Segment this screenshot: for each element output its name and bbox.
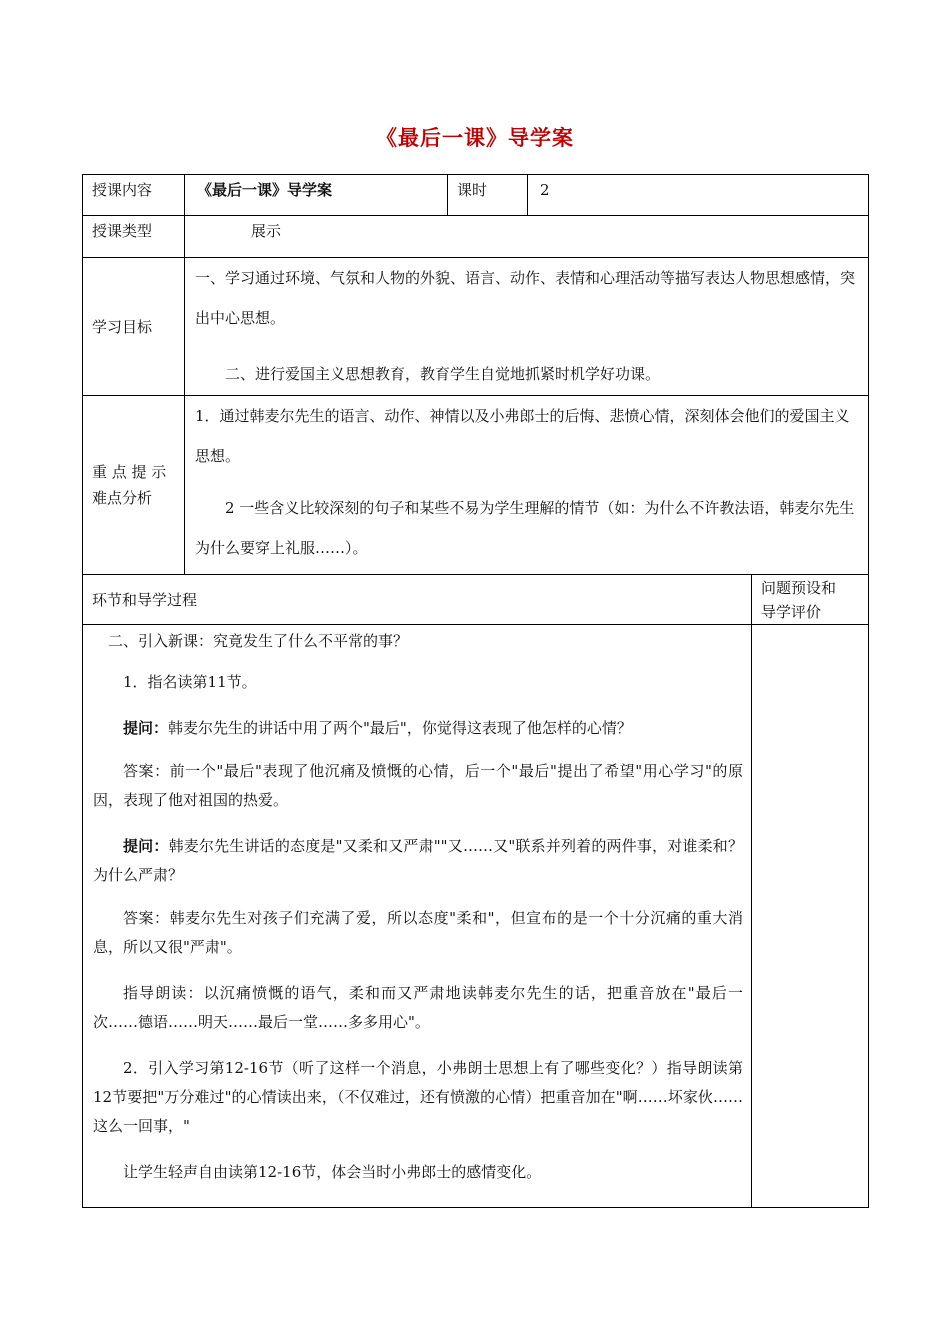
process-content: [83, 625, 752, 1208]
learning-goals-content: [185, 258, 869, 396]
key-point-item-2: 2 一些含义比较深刻的句子和某些不易为学生理解的情节（如：为什么不许教法语，韩麦尔先生为什么要穿上礼服……）。: [195, 499, 855, 557]
free-reading: 让学生轻声自由读第12-16节，体会当时小弗郎士的感情变化。: [123, 1163, 542, 1181]
question-2: [93, 832, 743, 890]
evaluation-header-line1: 问题预设和: [761, 578, 837, 597]
goal-item-2: 二、进行爱国主义思想教育，教育学生自觉地抓紧时机学好功课。: [225, 365, 661, 383]
row-lesson-content: [83, 175, 869, 216]
row-section-header: [83, 575, 869, 625]
evaluation-content: [752, 625, 869, 1208]
reading-guide: 指导朗读：以沉痛愤慨的语气，柔和而又严肃地读韩麦尔先生的话，把重音放在"最后一次……德语……明天……最后一堂……多多用心"。: [93, 984, 743, 1031]
key-points-label-line2: 难点分析: [92, 489, 153, 507]
row-process-body: [83, 625, 869, 1208]
question-1-text: 韩麦尔先生的讲话中用了两个"最后"，你觉得这表现了他怎样的心情？: [168, 719, 632, 737]
row-lesson-type: [83, 216, 869, 258]
row-key-points: [83, 396, 869, 575]
class-hours-value: 2: [528, 175, 869, 216]
answer-2: 答案：韩麦尔先生对孩子们充满了爱，所以态度"柔和"，但宣布的是一个十分沉痛的重大消息，所以又很"严肃"。: [93, 909, 743, 956]
answer-1: 答案：前一个"最后"表现了他沉痛及愤慨的心情，后一个"最后"提出了希望"用心学习"的原因，表现了他对祖国的热爱。: [93, 762, 743, 809]
lesson-content-value: 《最后一课》导学案: [185, 175, 448, 216]
key-points-label-line1: 重 点 提 示: [92, 463, 167, 481]
question-1: [93, 714, 743, 743]
lesson-content-label: 授课内容: [83, 175, 185, 216]
learning-goals-label: 学习目标: [83, 258, 185, 396]
process-step-1: 1．指名读第11节。: [123, 673, 257, 691]
goal-item-1: 一、学习通过环境、气氛和人物的外貌、语言、动作、表情和心理活动等描写表达人物思想感情，突出中心思想。: [195, 269, 856, 327]
row-learning-goals: [83, 258, 869, 396]
question-2-label: 提问：: [123, 837, 169, 855]
document-title: 《最后一课》导学案: [376, 125, 574, 150]
process-step-2: 2．引入学习第12-16节（听了这样一个消息，小弗朗士思想上有了哪些变化？）指导朗读第12节要把"万分难过"的心情读出来，（不仅难过，还有愤激的心情）把重音加在"啊……坏家伙……这么一回事，": [93, 1059, 743, 1135]
class-hours-label: 课时: [448, 175, 528, 216]
key-points-content: [185, 396, 869, 575]
process-header: 环节和导学过程: [83, 575, 752, 625]
question-2-text: 韩麦尔先生讲话的态度是"又柔和又严肃""又……又"联系并列着的两件事，对谁柔和？为什么严肃？: [93, 837, 743, 884]
process-intro: 二、引入新课：究竟发生了什么不平常的事？: [108, 632, 409, 650]
key-point-item-1: 1．通过韩麦尔先生的语言、动作、神情以及小弗郎士的后悔、悲愤心情，深刻体会他们的爱国主义思想。: [195, 407, 850, 465]
question-1-label: 提问：: [123, 719, 169, 737]
evaluation-header: [752, 575, 869, 625]
evaluation-header-line2: 导学评价: [761, 602, 822, 621]
lesson-type-label: 授课类型: [83, 216, 185, 258]
key-points-label: [83, 396, 185, 575]
lesson-type-value: 展示: [185, 216, 869, 258]
lesson-plan-table: [82, 174, 869, 1208]
